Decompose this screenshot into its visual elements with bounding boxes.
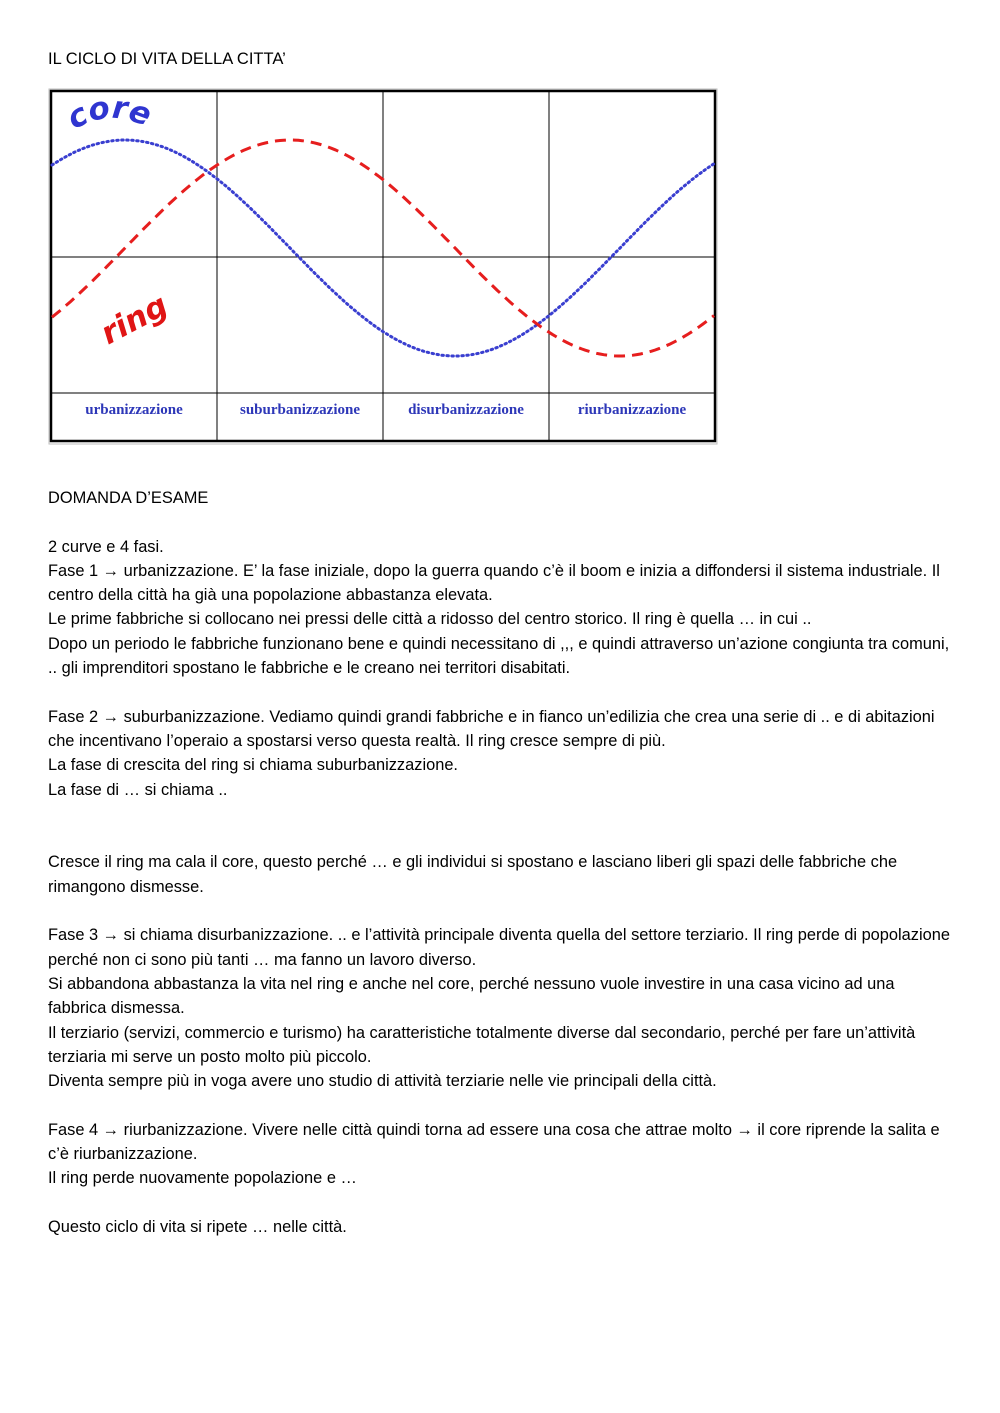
paragraph: Questo ciclo di vita si ripete … nelle città. xyxy=(48,1217,347,1236)
paragraph: Il terziario (servizi, commercio e turismo) ha caratteristiche totalmente diverse dal secondario, perché per fare un’attività terziaria mi serve un posto molto più piccolo. xyxy=(48,1023,920,1066)
exam-question-heading: DOMANDA D’ESAME xyxy=(48,489,209,507)
phase-label-urbanizzazione: urbanizzazione xyxy=(85,402,183,418)
core-label-text: core xyxy=(61,89,157,137)
paragraph: Fase 3 → si chiama disurbanizzazione. .. e l’attività principale diventa quella del settore terziario. Il ring perde di popolazione perché non ci sono più tanti … ma fanno un lavoro diverso. xyxy=(48,926,955,969)
ring-label: ring xyxy=(94,287,174,353)
phase-label-suburbanizzazione: suburbanizzazione xyxy=(239,402,361,418)
phase-label-disurbanizzazione: disurbanizzazione xyxy=(408,402,524,418)
paragraph: La fase di … si chiama .. xyxy=(48,780,228,799)
paragraph: Diventa sempre più in voga avere uno studio di attività terziarie nelle vie principali della città. xyxy=(48,1072,717,1091)
paragraph: Si abbandona abbastanza la vita nel ring e anche nel core, perché nessuno vuole investire in una casa vicino ad una fabbrica dismessa. xyxy=(48,974,900,1018)
paragraph: Fase 2 → suburbanizzazione. Vediamo quindi grandi fabbriche e in fianco un’edilizia che crea una serie di .. e di abitazioni che incentivano l’operaio a spostarsi verso questa realtà. Il ring cresce sempre di più. xyxy=(48,707,940,750)
document-body xyxy=(48,486,953,1239)
paragraph: Le prime fabbriche si collocano nei pressi delle città a ridosso del centro storico. Il ring è quella … in cui .. xyxy=(48,610,812,629)
paragraph: Il ring perde nuovamente popolazione e … xyxy=(48,1169,357,1188)
paragraph: Cresce il ring ma cala il core, questo perché … e gli individui si spostano e lasciano liberi gli spazi delle fabbriche che rimangono dismesse. xyxy=(48,853,902,896)
page-title: IL CICLO DI VITA DELLA CITTA’ xyxy=(48,50,286,68)
paragraph: La fase di crescita del ring si chiama suburbanizzazione. xyxy=(48,756,458,775)
paragraph: Fase 1 → urbanizzazione. E’ la fase iniziale, dopo la guerra quando c’è il boom e inizia a diffondersi il sistema industriale. Il centro della città ha già una popolazione abbastanza elevata. xyxy=(48,561,945,605)
paragraph: Dopo un periodo le fabbriche funzionano bene e quindi necessitano di ,,, e quindi attraverso un’azione congiunta tra comuni, .. gli imprenditori spostano le fabbriche e le creano nei territori disabitati. xyxy=(48,634,954,678)
phase-label-riurbanizzazione: riurbanizzazione xyxy=(577,402,687,418)
paragraph: 2 curve e 4 fasi. xyxy=(48,537,164,556)
paragraph: Fase 4 → riurbanizzazione. Vivere nelle città quindi torna ad essere una cosa che attrae molto → il core riprende la salita e c’è riurbanizzazione. xyxy=(48,1120,945,1164)
city-life-cycle-diagram xyxy=(48,88,720,446)
